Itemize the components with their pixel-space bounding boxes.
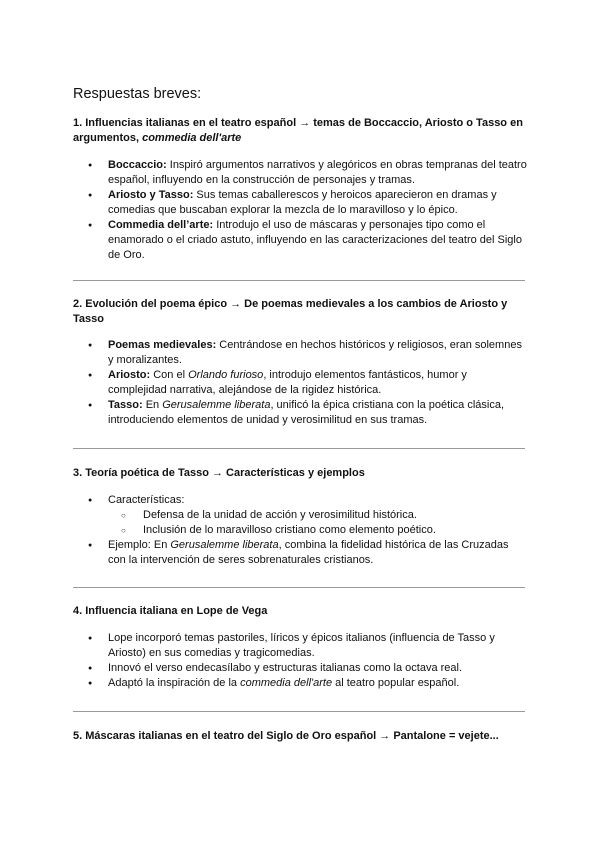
- section-1: [73, 116, 527, 263]
- list-item: ● Poemas medievales: Centrándose en hechos históricos y religiosos, eran solemnes y moralizantes.: [108, 338, 527, 368]
- list-item: ● Innovó el verso endecasílabo y estructuras italianas como la octava real.: [108, 661, 527, 676]
- list-item: ● Ejemplo: En Gerusalemme liberata, combina la fidelidad histórica de las Cruzadas con la intervención de seres sobrenaturales cristianos.: [108, 538, 527, 568]
- list-item: ● Tasso: En Gerusalemme liberata, unificó la épica cristiana con la poética clásica, introduciendo elementos de unidad y verosimilitud en sus tramas.: [108, 398, 527, 428]
- section-5: [73, 729, 527, 744]
- divider: [73, 280, 525, 281]
- section-4: [73, 604, 527, 691]
- section-heading: 1. Influencias italianas en el teatro español → temas de Boccaccio, Ariosto o Tasso en argumentos, commedia dell'arte: [73, 117, 523, 144]
- section-heading: 3. Teoría poética de Tasso → Características y ejemplos: [73, 467, 365, 479]
- list-item: ● Ariosto y Tasso: Sus temas caballerescos y heroicos aparecieron en dramas y comedias que buscaban explorar la mezcla de lo maravilloso y lo épico.: [108, 188, 527, 218]
- list-item: ● Commedia dell’arte: Introdujo el uso de máscaras y personajes tipo como el enamorado o el criado astuto, influyendo en las caracterizaciones del teatro del Siglo de Oro.: [108, 218, 527, 263]
- list-item: ● Lope incorporó temas pastoriles, líricos y épicos italianos (influencia de Tasso y Ariosto) en sus comedias y tragicomedias.: [108, 631, 527, 661]
- section-heading: 4. Influencia italiana en Lope de Vega: [73, 605, 268, 617]
- sub-list-item: ○ Defensa de la unidad de acción y verosimilitud histórica.: [143, 508, 527, 523]
- section-heading: 2. Evolución del poema épico → De poemas medievales a los cambios de Ariosto y Tasso: [73, 298, 508, 325]
- section-heading: 5. Máscaras italianas en el teatro del Siglo de Oro español → Pantalone = vejete...: [73, 730, 499, 742]
- divider: [73, 711, 525, 712]
- list-item: ● Boccaccio: Inspiró argumentos narrativos y alegóricos en obras tempranas del teatro español, influyendo en la construcción de personajes y tramas.: [108, 158, 527, 188]
- section-3: [73, 466, 527, 568]
- list-item: ● Características: ○ Defensa de la unidad de acción y verosimilitud histórica. ○ Inclusión de lo maravilloso cristiano como elemento poético.: [108, 493, 527, 538]
- section-2: [73, 297, 527, 428]
- list-item: ● Ariosto: Con el Orlando furioso, introdujo elementos fantásticos, humor y complejidad narrativa, alejándose de la rigidez histórica.: [108, 368, 527, 398]
- page-title: Respuestas breves:: [73, 86, 202, 102]
- list-item: ● Adaptó la inspiración de la commedia dell'arte al teatro popular español.: [108, 676, 527, 691]
- sub-list-item: ○ Inclusión de lo maravilloso cristiano como elemento poético.: [143, 523, 527, 538]
- divider: [73, 448, 525, 449]
- divider: [73, 587, 525, 588]
